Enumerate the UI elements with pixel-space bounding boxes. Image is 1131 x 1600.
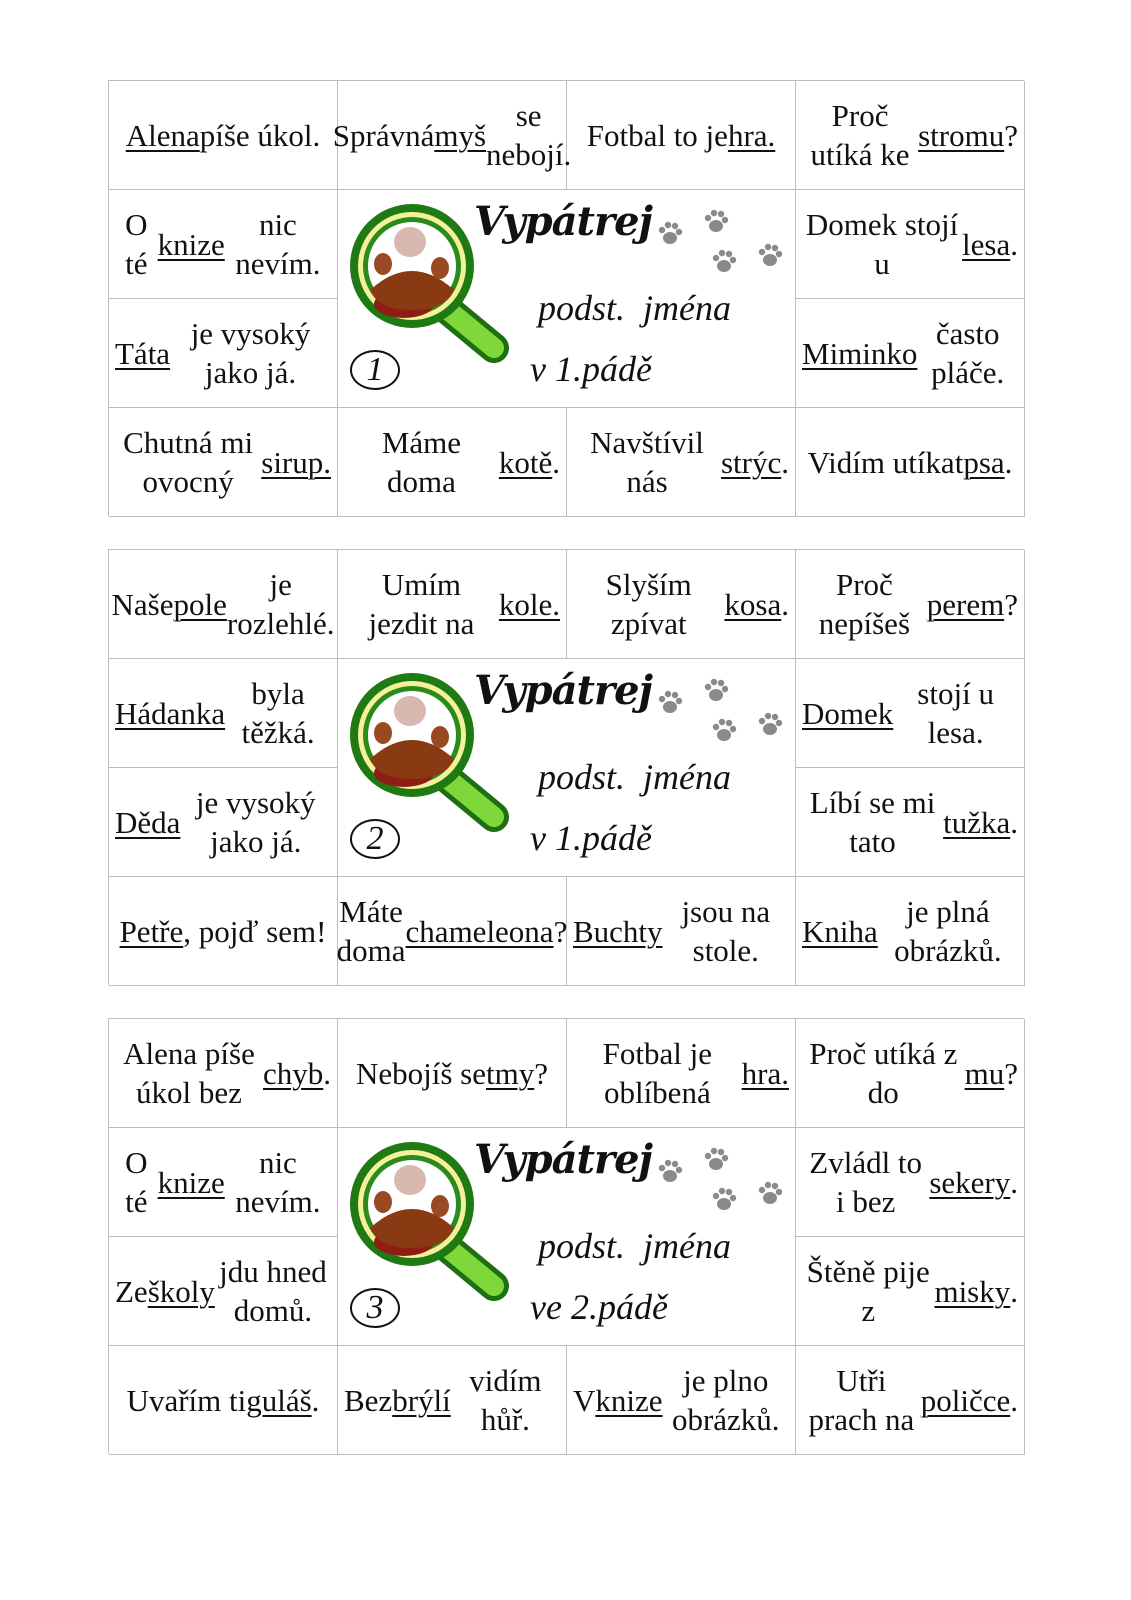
card-center-panel [338,659,796,877]
sentence-cell [109,1346,338,1455]
sentence-cell [109,1019,338,1128]
sentence-cell [796,408,1025,517]
sentence-text: často pláče. [931,316,1005,390]
sentence-text: Štěně pije z [806,1254,930,1328]
sentence-cell [796,1019,1025,1128]
underlined-noun: kosa [724,586,782,622]
sentence-text: . [1004,444,1013,480]
sentence-cell [796,1237,1025,1346]
card-3 [108,1018,1024,1454]
sentence-text: O té [125,207,148,281]
card-title: Vypátrej [474,1136,653,1183]
sentence-text: Slyším zpívat [605,567,692,641]
sentence-cell [338,877,567,986]
underlined-noun: mu [964,1055,1005,1091]
card-number-badge: 3 [350,1288,400,1328]
underlined-noun: chameleona [405,913,554,949]
underlined-noun: tužka [943,804,1011,840]
sentence-text: Ze [115,1273,148,1309]
sentence-cell [109,81,338,190]
sentence-text: jdu hned domů. [219,1254,327,1328]
sentence-cell [109,877,338,986]
sentence-cell [338,550,567,659]
sentence-cell [796,659,1025,768]
underlined-noun: knize [157,226,225,262]
sentence-cell [109,1128,338,1237]
underlined-noun: poličce [920,1382,1011,1418]
sentence-text: se nebojí. [486,98,572,172]
sentence-cell [796,550,1025,659]
sentence-text: . [323,1055,331,1091]
sentence-cell [567,1019,796,1128]
underlined-noun: Hádanka [115,695,226,731]
paw-prints-icon [648,673,788,753]
underlined-noun: psa [963,444,1005,480]
sentence-text: je vysoký jako já. [195,785,316,859]
sentence-cell [796,1128,1025,1237]
sentence-text: Chutná mi ovocný [123,425,254,499]
sentence-text: O té [125,1145,148,1219]
underlined-noun: chyb [262,1055,324,1091]
underlined-noun: tmy [486,1055,535,1091]
sentence-cell [109,408,338,517]
sentence-text: Fotbal je oblíbená [602,1036,712,1110]
card-1 [108,80,1024,516]
sentence-text: Máme doma [381,425,462,499]
sentence-text: Bez [344,1382,393,1418]
sentence-text: ? [1004,586,1018,622]
underlined-noun: guláš [246,1382,312,1418]
underlined-noun: kotě [498,444,553,480]
underlined-noun: sekery [929,1164,1011,1200]
sentence-text: vidím hůř. [469,1363,542,1437]
sentence-text: Uvařím ti [126,1382,247,1418]
sentence-text: . [552,444,560,480]
sentence-text: . [1010,1382,1018,1418]
sentence-text: Líbí se mi tato [809,785,936,859]
sentence-text: Máte doma [336,894,406,968]
card-center-panel [338,1128,796,1346]
sentence-cell [567,408,796,517]
sentence-text: Proč nepíšeš [818,567,911,641]
underlined-noun: perem [926,586,1005,622]
underlined-noun: pole [173,586,227,622]
sentence-text: je vysoký jako já. [190,316,311,390]
underlined-noun: Domek [802,695,894,731]
sentence-text: byla těžká. [241,676,315,750]
sentence-text: Alena píše úkol bez [123,1036,255,1110]
sentence-text: . [781,586,789,622]
underlined-noun: brýlí [392,1382,451,1418]
sentence-cell [109,768,338,877]
card-2 [108,549,1024,985]
sentence-text: . [311,1382,320,1418]
sentence-text: stojí u lesa. [917,676,994,750]
underlined-noun: misky [934,1273,1011,1309]
sentence-text: je rozlehlé. [226,567,335,641]
sentence-cell [796,768,1025,877]
sentence-cell [338,1346,567,1455]
underlined-noun: sirup. [261,444,331,480]
underlined-noun: Miminko [802,335,918,371]
sentence-text: ? [534,1055,548,1091]
paw-prints-icon [648,204,788,284]
sentence-cell [796,190,1025,299]
sentence-cell [338,408,567,517]
sentence-cell [796,81,1025,190]
underlined-noun: Děda [115,804,181,840]
sentence-text: Domek stojí u [805,207,959,281]
card-subtitle-line1: podst. jména [538,288,731,328]
underlined-noun: hra. [741,1055,789,1091]
underlined-noun: lesa [962,226,1011,262]
sentence-text: ? [553,913,568,949]
sentence-text: nic nevím. [235,1145,321,1219]
sentence-text: Vidím utíkat [807,444,964,480]
card-number-badge: 2 [350,819,400,859]
sentence-text: je plno obrázků. [671,1363,780,1437]
sentence-text: ? [1004,117,1018,153]
sentence-cell [796,877,1025,986]
sentence-text: Zvládl to i bez [809,1145,923,1219]
underlined-noun: Kniha [802,913,878,949]
sentence-text: V [573,1382,596,1418]
sentence-text: Proč utíká z do [809,1036,958,1110]
card-subtitle-line2: v 1.pádě [530,349,652,389]
sentence-text: Nebojíš se [355,1055,486,1091]
sentence-cell [338,1019,567,1128]
underlined-noun: strýc [720,444,782,480]
sentence-text: jsou na stole. [681,894,771,968]
sentence-text: . [1010,1164,1018,1200]
sentence-text: nic nevím. [235,207,321,281]
card-title: Vypátrej [474,667,653,714]
paw-prints-icon [648,1142,788,1222]
underlined-noun: Buchty [573,913,663,949]
sentence-text: Umím jezdit na [368,567,475,641]
sentence-text: je plná obrázků. [894,894,1002,968]
sentence-cell [109,659,338,768]
sentence-cell [567,550,796,659]
underlined-noun: hra. [727,117,776,153]
sentence-cell [796,1346,1025,1455]
card-subtitle-line1: podst. jména [538,757,731,797]
sentence-cell [109,1237,338,1346]
sentence-text: Utři prach na [808,1363,915,1437]
underlined-noun: Alena [125,117,200,153]
sentence-text: . [1010,226,1018,262]
card-subtitle-line2: v 1.pádě [530,818,652,858]
card-number-badge: 1 [350,350,400,390]
sentence-text: ? [1004,1055,1018,1091]
sentence-cell [109,550,338,659]
sentence-cell [109,190,338,299]
underlined-noun: Petře [119,913,184,949]
underlined-noun: stromu [918,117,1005,153]
card-center-panel [338,190,796,408]
underlined-noun: školy [147,1273,215,1309]
card-title: Vypátrej [474,198,653,245]
underlined-noun: knize [157,1164,225,1200]
card-subtitle-line1: podst. jména [538,1226,731,1266]
sentence-text: Naše [111,586,174,622]
sentence-cell [332,81,572,190]
underlined-noun: knize [595,1382,663,1418]
underlined-noun: Táta [115,335,171,371]
sentence-text: . [781,444,789,480]
underlined-noun: kole. [498,586,560,622]
sentence-text: píše úkol. [199,117,321,153]
sentence-cell [796,299,1025,408]
sentence-text: Správná [332,117,435,153]
sentence-text: , pojď sem! [183,913,327,949]
card-subtitle-line2: ve 2.pádě [530,1287,668,1327]
sentence-text: Proč utíká ke [810,98,910,172]
sentence-cell [109,299,338,408]
sentence-cell [567,81,796,190]
sentence-text: . [1010,804,1018,840]
underlined-noun: myš [434,117,487,153]
sentence-text: . [1010,1273,1018,1309]
sentence-cell [567,1346,796,1455]
sentence-text: Fotbal to je [586,117,728,153]
sentence-text: Navštívil nás [590,425,704,499]
sentence-cell [567,877,796,986]
